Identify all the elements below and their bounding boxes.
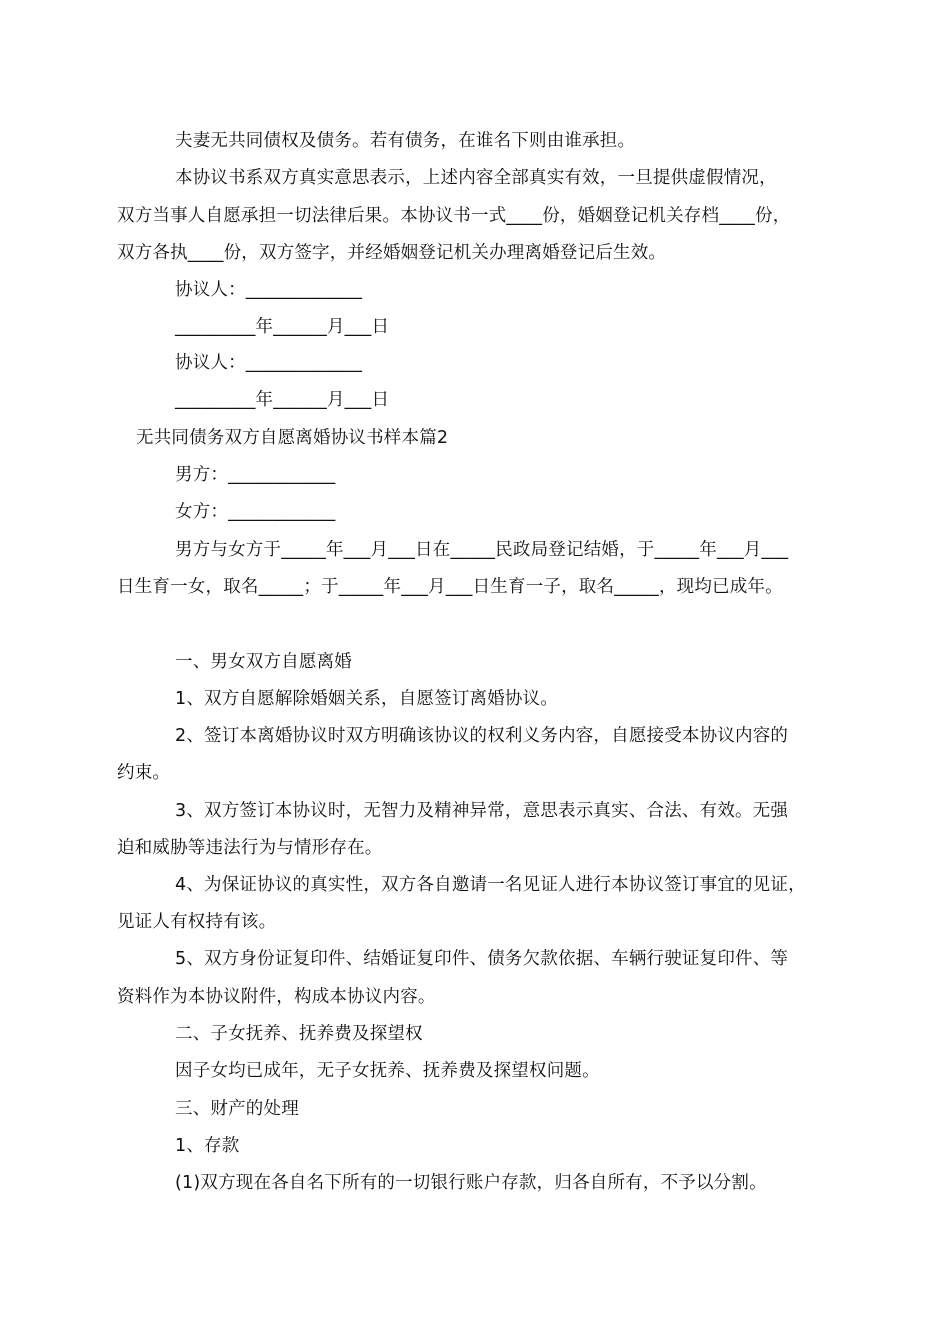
- paragraph-declaration-line-1: 本协议书系双方真实意思表示，上述内容全部真实有效，一旦提供虚假情况，: [175, 168, 777, 188]
- heading-property: 三、财产的处理: [175, 1099, 299, 1119]
- clause-1: 1、双方自愿解除婚姻关系，自愿签订离婚协议。: [175, 689, 559, 709]
- date-line-2: _________年______月___日: [175, 390, 390, 410]
- female-party-line: 女方：____________: [175, 502, 336, 522]
- clause-5-line-1: 5、双方身份证复印件、结婚证复印件、债务欠款依据、车辆行驶证复印件、等: [175, 949, 789, 969]
- clause-3-line-1: 3、双方签订本协议时，无智力及精神异常，意思表示真实、合法、有效。无强: [175, 801, 789, 821]
- clause-3-line-2: 迫和威胁等违法行为与情形存在。: [117, 838, 383, 858]
- heading-child-custody: 二、子女抚养、抚养费及探望权: [175, 1024, 423, 1044]
- date-line-1: _________年______月___日: [175, 317, 390, 337]
- clause-5-line-2: 资料作为本协议附件，构成本协议内容。: [117, 987, 436, 1007]
- signatory-line-2: 协议人：_____________: [175, 353, 363, 373]
- deposits-clause-1: (1)双方现在各自名下所有的一切银行账户存款，归各自所有，不予以分割。: [175, 1173, 767, 1193]
- section-title: 无共同债务双方自愿离婚协议书样本篇2: [136, 428, 449, 448]
- subheading-deposits: 1、存款: [175, 1136, 240, 1156]
- heading-voluntary-divorce: 一、男女双方自愿离婚: [175, 652, 352, 672]
- child-custody-text: 因子女均已成年，无子女抚养、抚养费及探望权问题。: [175, 1061, 600, 1081]
- marriage-intro-line-1: 男方与女方于_____年___月___日在_____民政局登记结婚，于_____年___月___: [175, 540, 789, 560]
- clause-2-line-1: 2、签订本离婚协议时双方明确该协议的权利义务内容，自愿接受本协议内容的: [175, 726, 789, 746]
- signatory-line-1: 协议人：_____________: [175, 280, 363, 300]
- paragraph-debts: 夫妻无共同债权及债务。若有债务，在谁名下则由谁承担。: [175, 131, 636, 151]
- clause-2-line-2: 约束。: [117, 763, 171, 783]
- paragraph-declaration-line-2: 双方当事人自愿承担一切法律后果。本协议书一式____份，婚姻登记机关存档____份，: [117, 206, 791, 226]
- clause-4-line-2: 见证人有权持有该。: [117, 912, 277, 932]
- paragraph-declaration-line-3: 双方各执____份，双方签字，并经婚姻登记机关办理离婚登记后生效。: [117, 243, 667, 263]
- male-party-line: 男方：____________: [175, 465, 336, 485]
- clause-4-line-1: 4、为保证协议的真实性，双方各自邀请一名见证人进行本协议签订事宜的见证，: [175, 875, 806, 895]
- marriage-intro-line-2: 日生育一女，取名_____；于_____年___月___日生育一子，取名_____，现均已成年。: [117, 577, 783, 597]
